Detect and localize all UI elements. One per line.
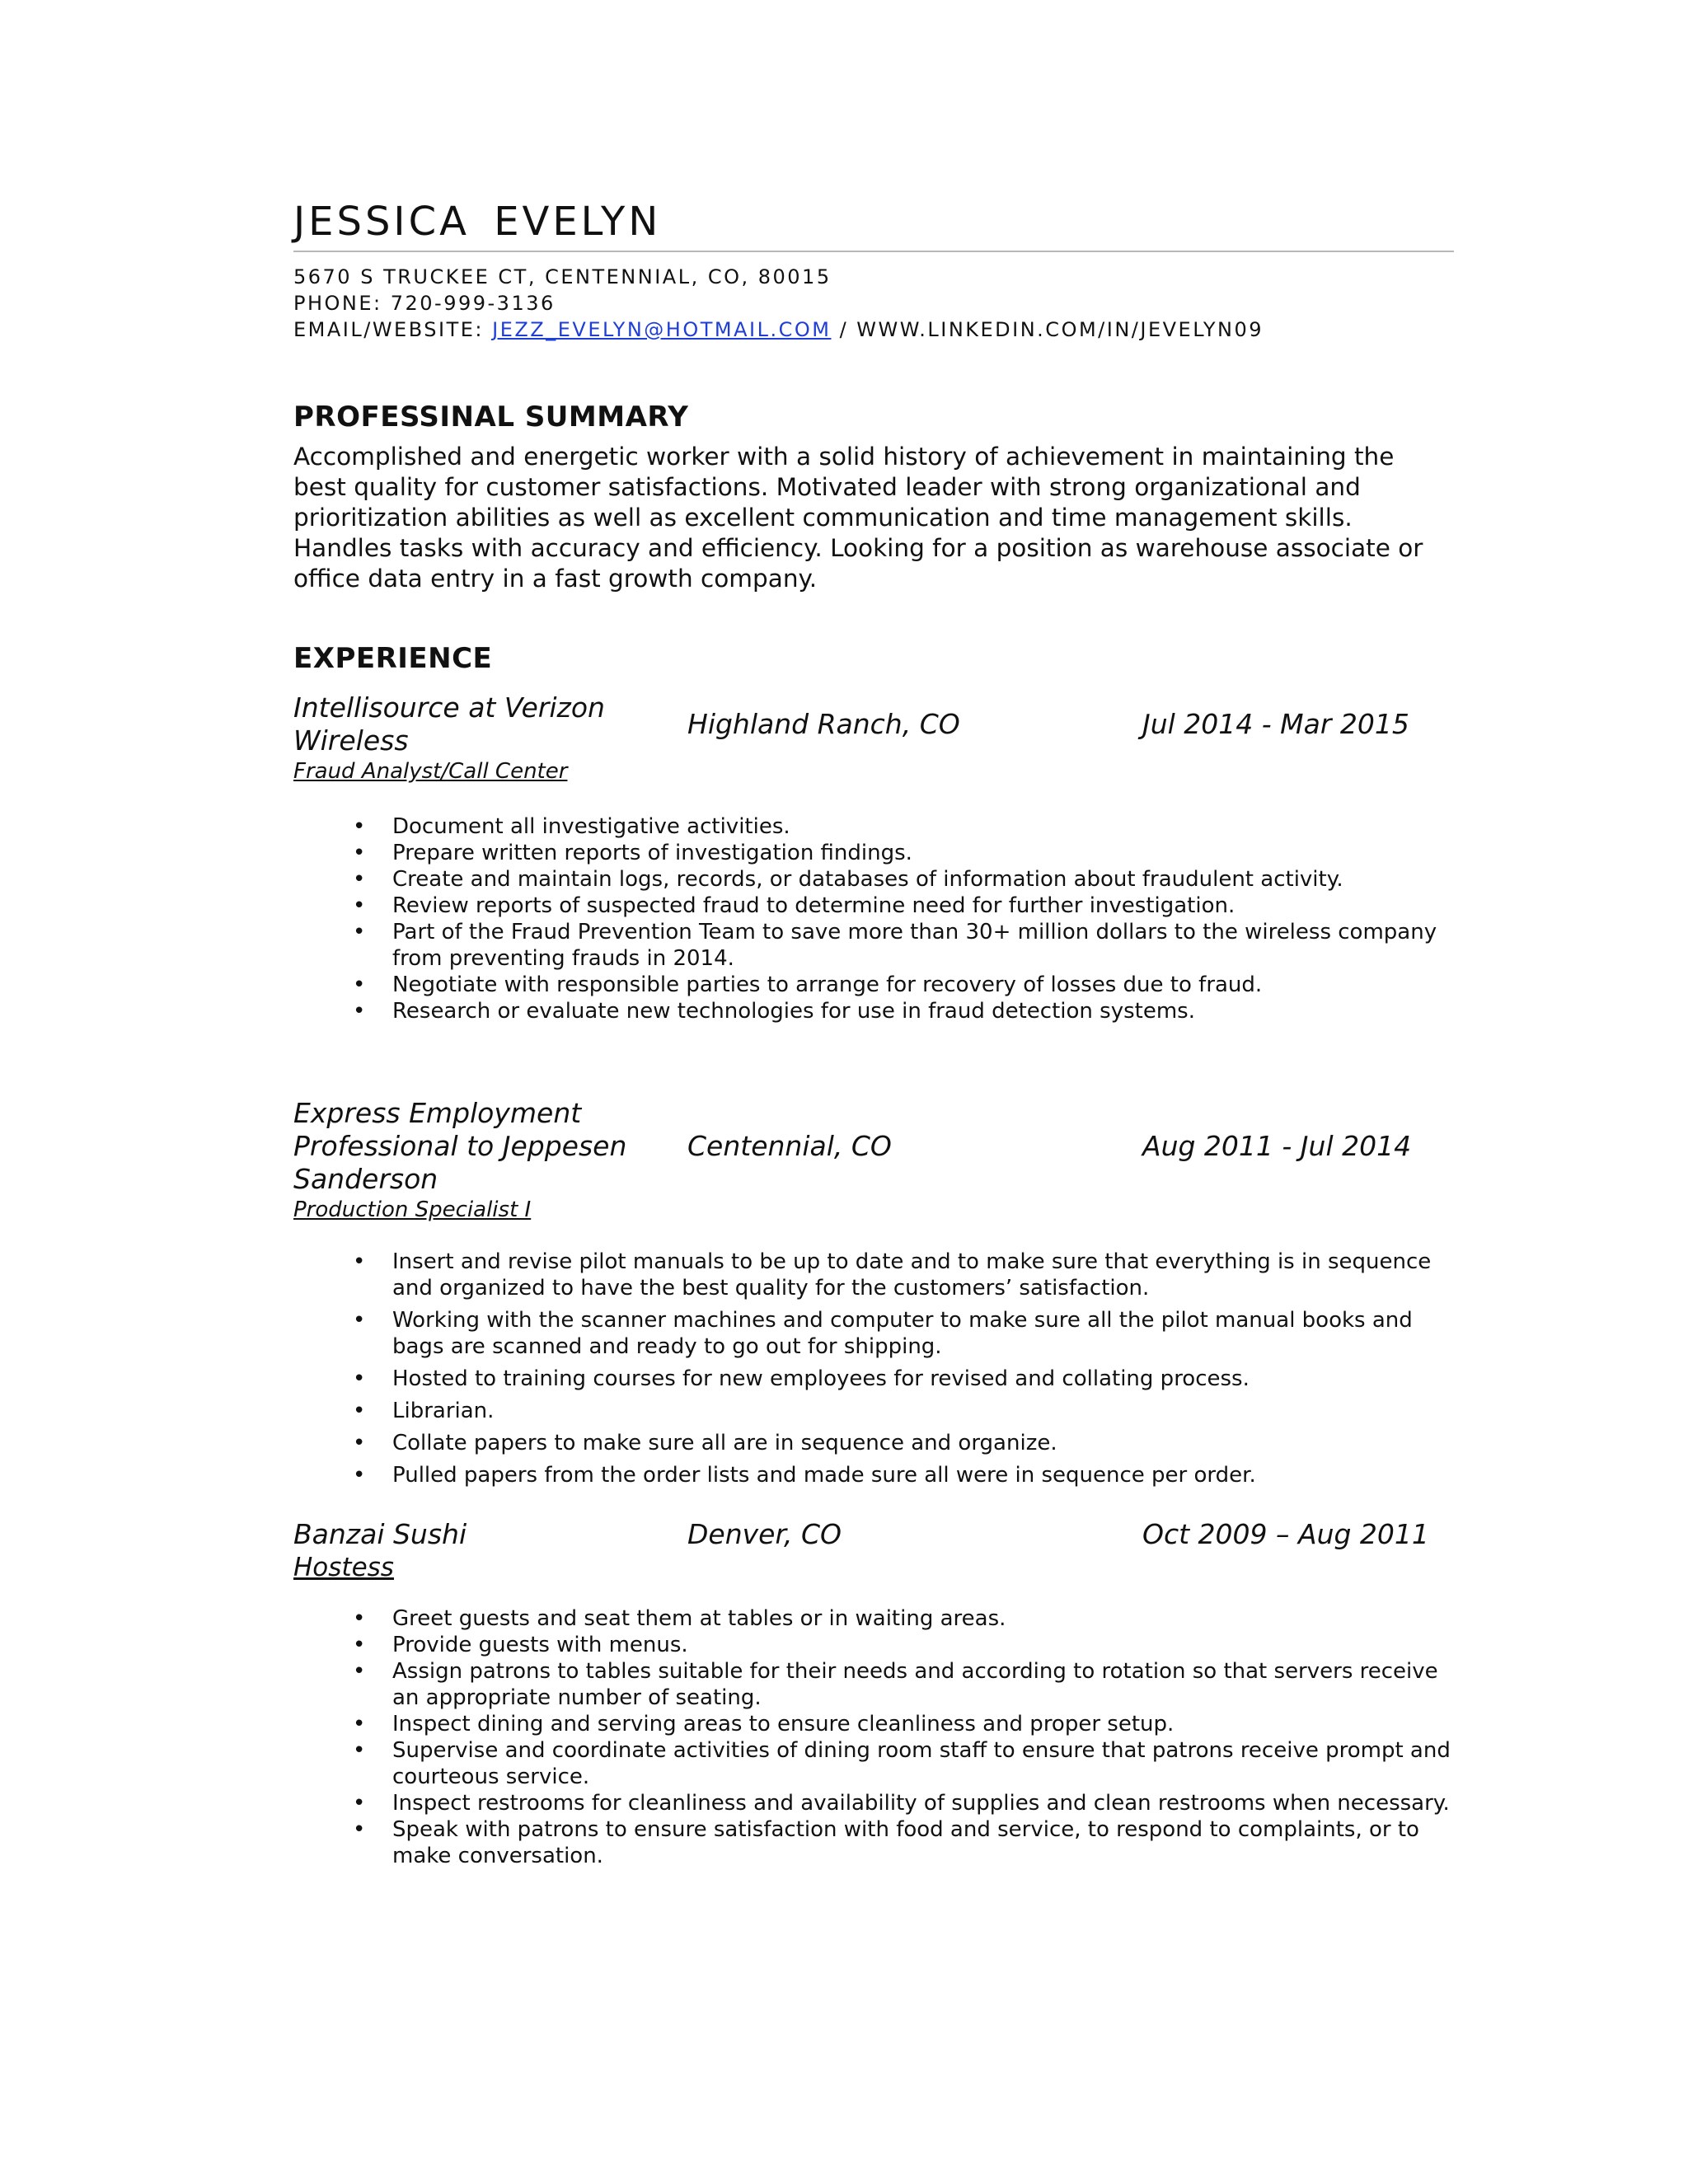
website-text: WWW.LINKEDIN.COM/IN/JEVELYN09 <box>856 318 1264 341</box>
job-location: Denver, CO <box>687 1518 842 1550</box>
job-header <box>293 1518 1454 1551</box>
list-item: • Insert and revise pilot manuals to be up to date and to make sure that everything is in sequence and organized to have the best quality for the customers’ satisfaction. <box>353 1249 1454 1301</box>
resume-page <box>293 198 1454 1869</box>
email-website-line <box>293 316 1454 343</box>
list-item: • Supervise and coordinate activities of dining room staff to ensure that patrons receive prompt and courteous service. <box>353 1737 1454 1790</box>
job-entry-verizon <box>293 691 1454 1024</box>
job-bullets <box>293 1249 1454 1488</box>
list-item: • Review reports of suspected fraud to determine need for further investigation. <box>353 893 1454 919</box>
list-item: • Part of the Fraud Prevention Team to save more than 30+ million dollars to the wireless company from preventing frauds in 2014. <box>353 919 1454 972</box>
list-item: • Collate papers to make sure all are in sequence and organize. <box>353 1430 1454 1456</box>
job-header <box>293 1097 1454 1196</box>
list-item: • Pulled papers from the order lists and made sure all were in sequence per order. <box>353 1462 1454 1488</box>
list-item: • Speak with patrons to ensure satisfaction with food and service, to respond to complaints, or to make conversation. <box>353 1816 1454 1869</box>
job-company: Intellisource at Verizon Wireless <box>293 691 605 757</box>
job-role: Fraud Analyst/Call Center <box>293 759 568 784</box>
list-item: • Document all investigative activities. <box>353 813 1454 840</box>
job-dates: Jul 2014 - Mar 2015 <box>1142 708 1409 740</box>
list-item: • Prepare written reports of investigation findings. <box>353 840 1454 866</box>
job-company: Express Employment Professional to Jeppesen Sanderson <box>293 1097 627 1195</box>
summary-text: Accomplished and energetic worker with a solid history of achievement in maintaining the best quality for customer satisfactions. Motivated leader with strong organizational and prioritization abilities as well as excellent communication and time management skills. Handles tasks with accuracy and efficiency. Looking for a position as warehouse associate or office data entry in a fast growth company. <box>293 443 1423 593</box>
list-item: • Working with the scanner machines and computer to make sure all the pilot manual books and bags are scanned and ready to go out for shipping. <box>353 1307 1454 1360</box>
list-item: • Negotiate with responsible parties to arrange for recovery of losses due to fraud. <box>353 972 1454 998</box>
list-item: • Research or evaluate new technologies for use in fraud detection systems. <box>353 998 1454 1024</box>
job-location: Centennial, CO <box>687 1130 892 1162</box>
job-dates: Oct 2009 – Aug 2011 <box>1142 1518 1429 1550</box>
job-location: Highland Ranch, CO <box>687 708 960 740</box>
summary-heading: PROFESSINAL SUMMARY <box>293 401 689 434</box>
contact-separator: / <box>831 318 857 341</box>
job-company: Banzai Sushi <box>293 1518 467 1550</box>
list-item: • Hosted to training courses for new employees for revised and collating process. <box>353 1366 1454 1392</box>
address-line: 5670 S TRUCKEE CT, CENTENNIAL, CO, 80015 <box>293 265 832 288</box>
job-bullets <box>293 1605 1454 1869</box>
job-bullets <box>293 813 1454 1024</box>
job-entry-jeppesen <box>293 1097 1454 1488</box>
list-item: • Assign patrons to tables suitable for their needs and according to rotation so that servers receive an appropriate number of seating. <box>353 1658 1454 1711</box>
list-item: • Librarian. <box>353 1398 1454 1424</box>
job-dates: Aug 2011 - Jul 2014 <box>1142 1130 1412 1162</box>
job-entry-banzai <box>293 1518 1454 1869</box>
email-label: EMAIL/WEBSITE: <box>293 318 493 341</box>
candidate-name: JESSICA EVELYN <box>293 199 662 245</box>
phone-line: PHONE: 720-999-3136 <box>293 292 556 315</box>
job-header <box>293 691 1454 757</box>
list-item: • Greet guests and seat them at tables or in waiting areas. <box>353 1605 1454 1632</box>
header-divider <box>293 251 1454 252</box>
list-item: • Inspect dining and serving areas to ensure cleanliness and proper setup. <box>353 1711 1454 1737</box>
email-link[interactable]: JEZZ_EVELYN@HOTMAIL.COM <box>492 318 832 341</box>
job-role: Production Specialist I <box>293 1197 532 1222</box>
experience-heading: EXPERIENCE <box>293 642 493 675</box>
list-item: • Provide guests with menus. <box>353 1632 1454 1658</box>
list-item: • Create and maintain logs, records, or databases of information about fraudulent activity. <box>353 866 1454 893</box>
list-item: • Inspect restrooms for cleanliness and availability of supplies and clean restrooms when necessary. <box>353 1790 1454 1816</box>
job-role: Hostess <box>293 1553 394 1582</box>
